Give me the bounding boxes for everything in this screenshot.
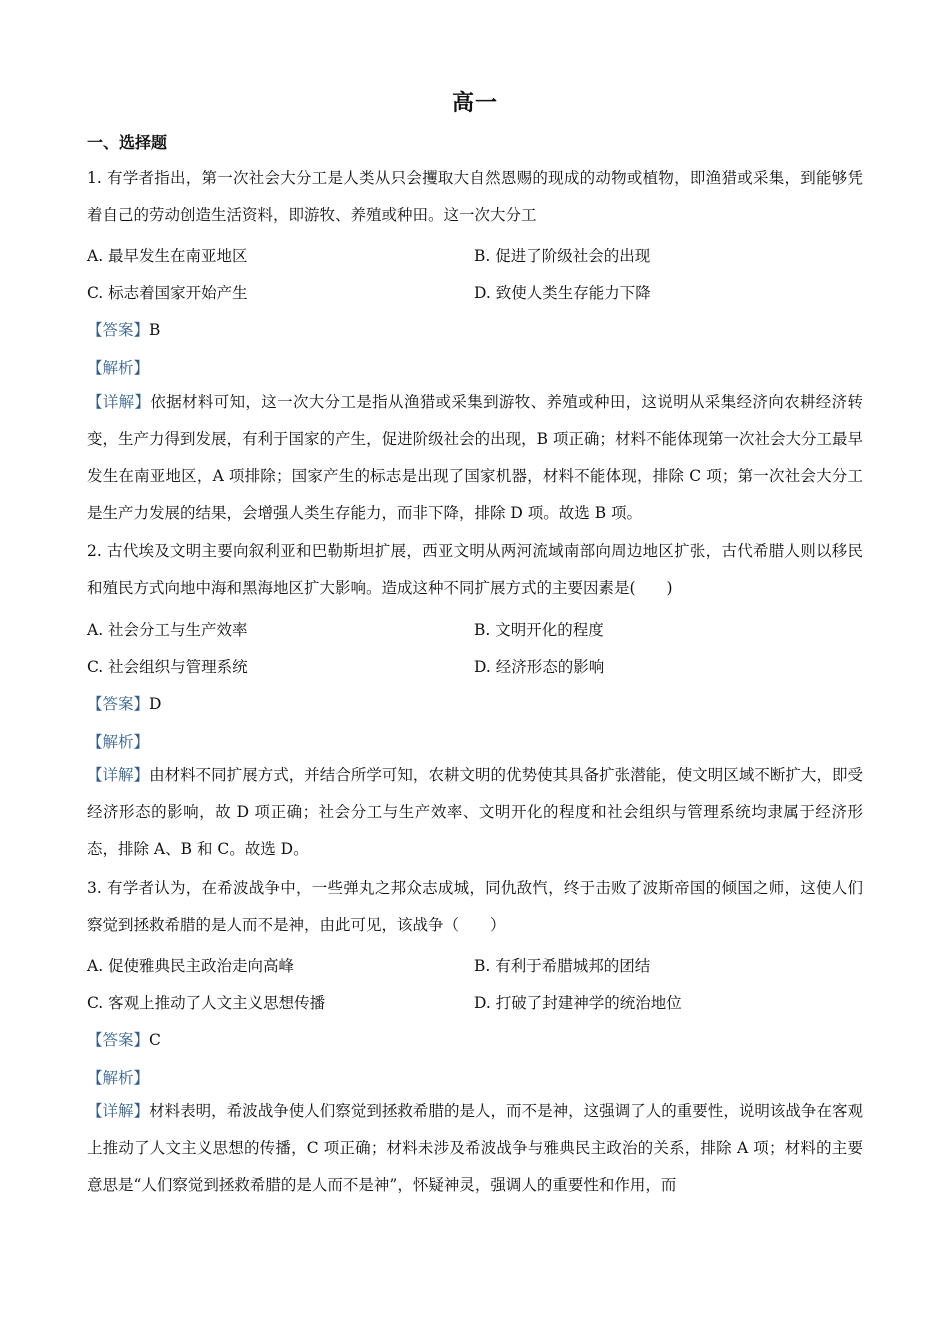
question-2-option-c: C. 社会组织与管理系统 — [87, 658, 248, 676]
question-2-option-a: A. 社会分工与生产效率 — [87, 621, 248, 639]
question-3-option-b: B. 有利于希腊城邦的团结 — [474, 957, 651, 975]
question-3-option-a: A. 促使雅典民主政治走向高峰 — [87, 957, 295, 975]
question-2-option-b: B. 文明开化的程度 — [474, 621, 604, 639]
detail-tag: 【详解】 — [87, 393, 151, 411]
answer-tag: 【答案】 — [87, 321, 150, 339]
question-1-detail — [87, 384, 863, 532]
question-3-answer — [87, 1028, 161, 1050]
question-3-option-d: D. 打破了封建神学的统治地位 — [474, 994, 682, 1012]
detail-text: 材料表明，希波战争使人们察觉到拯救希腊的是人，而不是神，这强调了人的重要性，说明该战争在客观上推动了人文主义思想的传播，C 项正确；材料未涉及希波战争与雅典民主政治的关系，排除 A 项；材料的主要意思是“人们察觉到拯救希腊的是人而不是神”，怀疑神灵，强调人的重要性和作用，而 — [87, 1102, 863, 1194]
detail-text: 依据材料可知，这一次大分工是指从渔猎或采集到游牧、养殖或种田，这说明从采集经济向农耕经济转变，生产力得到发展，有利于国家的产生，促进阶级社会的出现，B 项正确；材料不能体现第一次社会大分工最早发生在南亚地区，A 项排除；国家产生的标志是出现了国家机器，材料不能体现，排除 C 项；第一次社会大分工是生产力发展的结果，会增强人类生存能力，而非下降，排除 D 项。故选 B 项。 — [87, 393, 863, 522]
question-1-stem: 1. 有学者指出，第一次社会大分工是人类从只会攫取大自然恩赐的现成的动物或植物，即渔猎或采集，到能够凭着自己的劳动创造生活资料，即游牧、养殖或种田。这一次大分工 — [87, 169, 863, 224]
answer-tag: 【答案】 — [87, 695, 150, 713]
question-2-answer — [87, 692, 161, 714]
question-3-stem: 3. 有学者认为，在希波战争中，一些弹丸之邦众志成城，同仇敌忾，终于击败了波斯帝国的倾国之师，这使人们察觉到拯救希腊的是人而不是神，由此可见，该战争（ ） — [87, 879, 863, 934]
question-2-option-d: D. 经济形态的影响 — [474, 658, 605, 676]
question-1-option-c: C. 标志着国家开始产生 — [87, 284, 248, 302]
analysis-tag: 【解析】 — [87, 733, 150, 751]
answer-value: D — [149, 695, 162, 713]
question-2-detail — [87, 757, 863, 868]
detail-tag: 【详解】 — [87, 1102, 150, 1120]
question-1-option-d: D. 致使人类生存能力下降 — [474, 284, 651, 302]
section-heading: 一、选择题 — [87, 133, 168, 152]
answer-value: B — [149, 321, 161, 339]
question-1-analysis-tag — [87, 356, 149, 378]
analysis-tag: 【解析】 — [87, 1069, 150, 1087]
question-2-stem: 2. 古代埃及文明主要向叙利亚和巴勒斯坦扩展，西亚文明从两河流域南部向周边地区扩张，古代希腊人则以移民和殖民方式向地中海和黑海地区扩大影响。造成这种不同扩展方式的主要因素是( ) — [87, 542, 863, 597]
detail-text: 由材料不同扩展方式，并结合所学可知，农耕文明的优势使其具备扩张潜能，使文明区域不断扩大，即受经济形态的影响，故 D 项正确；社会分工与生产效率、文明开化的程度和社会组织与管理系统均隶属于经济形态，排除 A、B 和 C。故选 D。 — [87, 766, 863, 858]
detail-tag: 【详解】 — [87, 766, 150, 784]
answer-value: C — [149, 1031, 161, 1049]
analysis-tag: 【解析】 — [87, 359, 150, 377]
answer-tag: 【答案】 — [87, 1031, 150, 1049]
question-3-detail — [87, 1093, 863, 1204]
page-title: 高一 — [451, 90, 498, 116]
question-1-option-b: B. 促进了阶级社会的出现 — [474, 247, 651, 265]
question-3-analysis-tag — [87, 1066, 149, 1088]
question-1-answer — [87, 318, 160, 340]
question-1-option-a: A. 最早发生在南亚地区 — [87, 247, 248, 265]
question-3-option-c: C. 客观上推动了人文主义思想传播 — [87, 994, 326, 1012]
question-2-analysis-tag — [87, 730, 149, 752]
